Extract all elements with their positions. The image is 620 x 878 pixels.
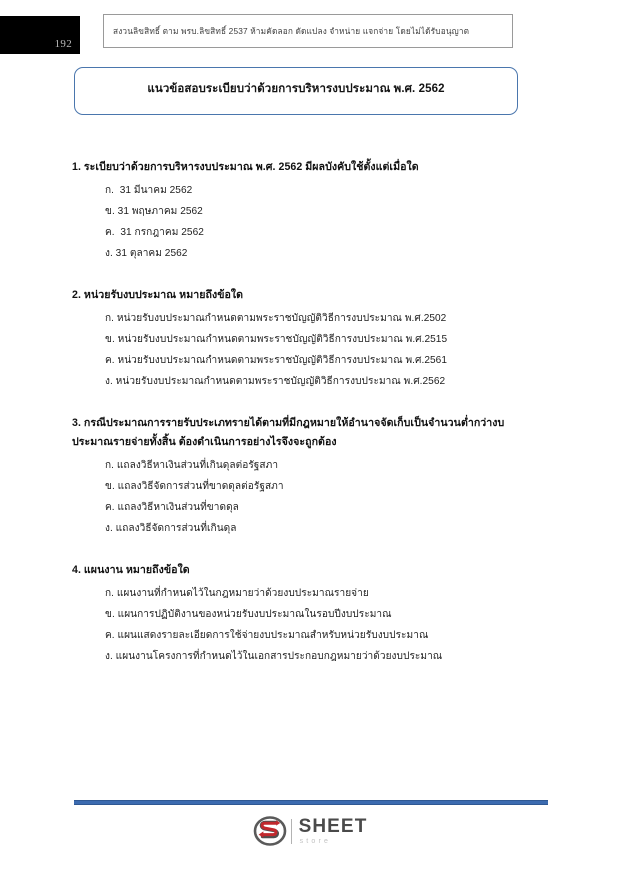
question-text: 3. กรณีประมาณการรายรับประเภทรายได้ตามที่มีกฎหมายให้อำนาจจัดเก็บเป็นจำนวนต่ำกว่างบประมาณรายจ่ายทั้งสิ้น ต้องดำเนินการอย่างไรจึงจะถูกต้อง [72,417,505,448]
footer-logo [0,814,620,848]
logo-divider [291,819,292,844]
logo-wordmark [299,817,368,845]
choice-list [72,456,542,540]
choice-item[interactable]: ก. 31 มีนาคม 2562 [105,185,193,197]
question-block [72,561,542,668]
choice-item[interactable]: ง. แผนงานโครงการที่กำหนดไว้ในเอกสารประกอบกฎหมายว่าด้วยงบประมาณ [105,650,443,662]
question-text: 1. ระเบียบว่าด้วยการบริหารงบประมาณ พ.ศ. 2562 มีผลบังคับใช้ตั้งแต่เมื่อใด [72,161,419,173]
question-list [72,158,542,689]
logo-subtitle: store [299,838,332,845]
page-title: แนวข้อสอบระเบียบว่าด้วยการบริหารงบประมาณ พ.ศ. 2562 [147,83,445,95]
choice-item[interactable]: ค. หน่วยรับงบประมาณกำหนดตามพระราชบัญญัติวิธีการงบประมาณ พ.ศ.2561 [105,355,447,367]
sheet-store-logo-icon [253,814,287,848]
question-text: 2. หน่วยรับงบประมาณ หมายถึงข้อใด [72,289,244,302]
choice-item[interactable]: ข. แผนการปฏิบัติงานของหน่วยรับงบประมาณในรอบปีงบประมาณ [105,608,392,620]
choice-item[interactable]: ข. 31 พฤษภาคม 2562 [105,206,203,218]
question-block [72,414,542,539]
choice-item[interactable]: ค. 31 กรกฎาคม 2562 [105,227,204,239]
footer-divider [74,800,548,805]
choice-list [72,309,542,393]
choice-item[interactable]: ก. หน่วยรับงบประมาณกำหนดตามพระราชบัญญัติวิธีการงบประมาณ พ.ศ.2502 [105,313,447,325]
choice-item[interactable]: ก. แถลงวิธีหาเงินส่วนที่เกินดุลต่อรัฐสภา [105,459,279,471]
choice-item[interactable]: ง. หน่วยรับงบประมาณกำหนดตามพระราชบัญญัติวิธีการงบประมาณ พ.ศ.2562 [105,376,446,388]
question-block [72,286,542,393]
logo-title: SHEET [298,816,368,837]
choice-list [72,181,542,265]
choice-list [72,584,542,668]
copyright-notice-box [103,14,513,48]
choice-item[interactable]: ค. แถลงวิธีหาเงินส่วนที่ขาดดุล [105,501,239,513]
choice-item[interactable]: ก. แผนงานที่กำหนดไว้ในกฎหมายว่าด้วยงบประมาณรายจ่าย [105,587,369,599]
choice-item[interactable]: ข. หน่วยรับงบประมาณกำหนดตามพระราชบัญญัติวิธีการงบประมาณ พ.ศ.2515 [105,334,448,346]
choice-item[interactable]: ง. แถลงวิธีจัดการส่วนที่เกินดุล [105,522,237,534]
question-text: 4. แผนงาน หมายถึงข้อใด [72,563,190,576]
page-number: 192 [54,38,72,50]
page-number-box [0,16,80,54]
choice-item[interactable]: ข. แถลงวิธีจัดการส่วนที่ขาดดุลต่อรัฐสภา [105,480,284,492]
choice-item[interactable]: ง. 31 ตุลาคม 2562 [105,248,188,260]
question-block [72,158,542,265]
copyright-notice-text: สงวนลิขสิทธิ์ ตาม พรบ.ลิขสิทธิ์ 2537 ห้ามคัดลอก ดัดแปลง จำหน่าย แจกจ่าย โดยไม่ได้รับอนุญาต [113,26,470,36]
exam-title-box [74,67,518,115]
choice-item[interactable]: ค. แผนแสดงรายละเอียดการใช้จ่ายงบประมาณสำหรับหน่วยรับงบประมาณ [105,629,429,641]
